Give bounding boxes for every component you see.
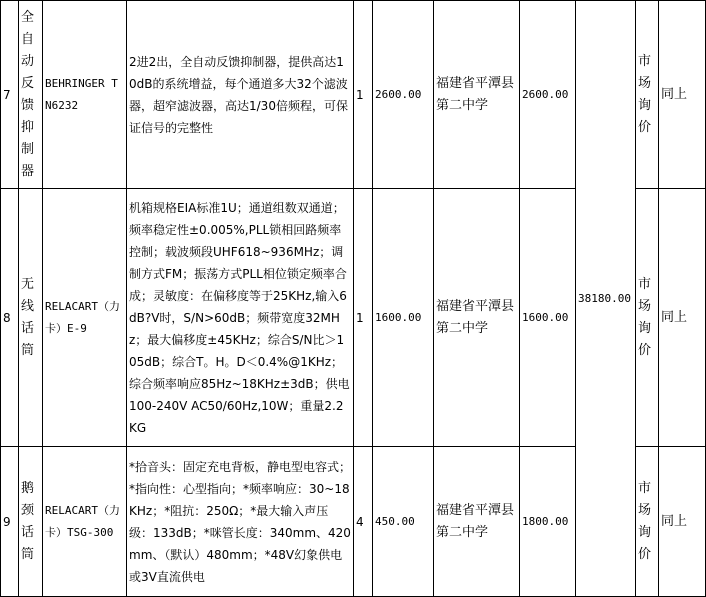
row-number: 9: [1, 447, 19, 597]
table-row: [1, 1, 706, 189]
item-model: RELACART（力卡）TSG-300: [43, 447, 127, 597]
remark: 同上: [659, 447, 706, 597]
item-name: 全自动反馈抑制器: [19, 1, 43, 189]
item-qty: 4: [354, 447, 373, 597]
item-spec: 2进2出，全自动反馈抑制器，提供高达10dB的系统增益，每个通道多大32个滤波器，超窄滤波器，高达1/30倍频程，可保证信号的完整性: [127, 1, 354, 189]
item-unit: 福建省平潭县第二中学: [434, 1, 520, 189]
item-price: 1600.00: [373, 189, 434, 447]
row-number: 8: [1, 189, 19, 447]
item-model: RELACART（力卡）E-9: [43, 189, 127, 447]
item-name: 无线话筒: [19, 189, 43, 447]
item-price: 2600.00: [373, 1, 434, 189]
total-amount: 38180.00: [576, 1, 636, 597]
item-spec: *拾音头：固定充电背板，静电型电容式；*指向性：心型指向；*频率响应：30~18KHz；*阻抗：250Ω；*最大输入声压级：133dB；*咪管长度：340mm、420mm、（默认）480mm；*48V幻象供电或3V直流供电: [127, 447, 354, 597]
price-basis: 市场询价: [636, 1, 659, 189]
item-amount: 2600.00: [520, 1, 576, 189]
item-unit: 福建省平潭县第二中学: [434, 189, 520, 447]
item-model: BEHRINGER TN6232: [43, 1, 127, 189]
item-name: 鹅颈话筒: [19, 447, 43, 597]
item-unit: 福建省平潭县第二中学: [434, 447, 520, 597]
item-price: 450.00: [373, 447, 434, 597]
item-amount: 1600.00: [520, 189, 576, 447]
item-qty: 1: [354, 1, 373, 189]
item-spec: 机箱规格EIA标准1U；通道组数双通道；频率稳定性±0.005%,PLL锁相回路频率控制；载波频段UHF618~936MHz；调制方式FM；振荡方式PLL相位锁定频率合成；灵敏度：在偏移度等于25KHz,输入6dB?V时，S/N>60dB；频带宽度32MHz；最大偏移度±45KHz；综合S/N比＞105dB；综合T。H。D＜0.4%@1KHz；综合频率响应85Hz~18KHz±3dB；供电100-240V AC50/60Hz,10W；重量2.2KG: [127, 189, 354, 447]
item-amount: 1800.00: [520, 447, 576, 597]
remark: 同上: [659, 189, 706, 447]
price-basis: 市场询价: [636, 447, 659, 597]
item-qty: 1: [354, 189, 373, 447]
row-number: 7: [1, 1, 19, 189]
price-basis: 市场询价: [636, 189, 659, 447]
remark: 同上: [659, 1, 706, 189]
